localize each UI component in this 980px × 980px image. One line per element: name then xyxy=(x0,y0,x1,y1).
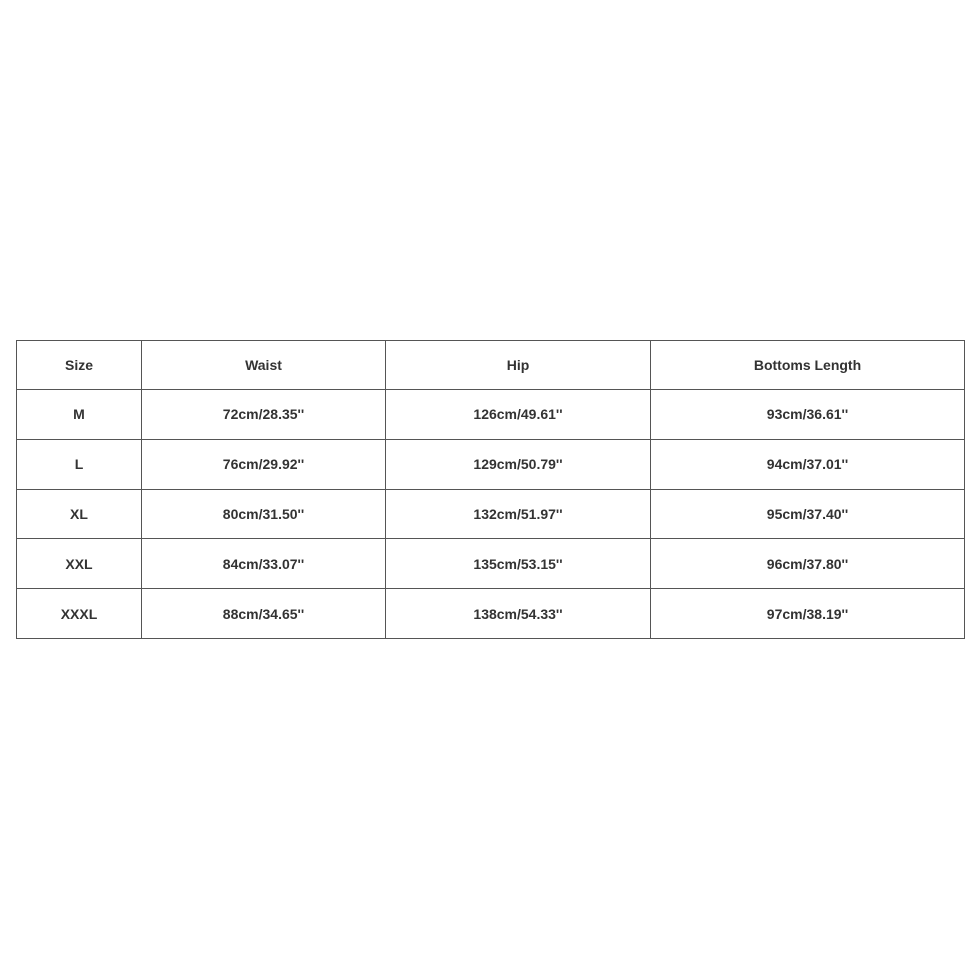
cell-bottoms-length: 93cm/36.61'' xyxy=(651,390,965,440)
cell-size: L xyxy=(17,439,142,489)
cell-waist: 80cm/31.50'' xyxy=(142,489,386,539)
cell-waist: 72cm/28.35'' xyxy=(142,390,386,440)
cell-size: XXL xyxy=(17,539,142,589)
cell-waist: 88cm/34.65'' xyxy=(142,589,386,639)
cell-hip: 132cm/51.97'' xyxy=(386,489,651,539)
table-row xyxy=(17,589,965,639)
header-hip: Hip xyxy=(386,341,651,390)
cell-hip: 129cm/50.79'' xyxy=(386,439,651,489)
cell-bottoms-length: 95cm/37.40'' xyxy=(651,489,965,539)
cell-bottoms-length: 97cm/38.19'' xyxy=(651,589,965,639)
cell-size: XXXL xyxy=(17,589,142,639)
cell-waist: 84cm/33.07'' xyxy=(142,539,386,589)
cell-size: XL xyxy=(17,489,142,539)
cell-hip: 135cm/53.15'' xyxy=(386,539,651,589)
cell-bottoms-length: 96cm/37.80'' xyxy=(651,539,965,589)
table-header-row xyxy=(17,341,965,390)
table-row xyxy=(17,489,965,539)
table-row xyxy=(17,439,965,489)
cell-hip: 138cm/54.33'' xyxy=(386,589,651,639)
table-row xyxy=(17,390,965,440)
header-bottoms-length: Bottoms Length xyxy=(651,341,965,390)
header-size: Size xyxy=(17,341,142,390)
cell-bottoms-length: 94cm/37.01'' xyxy=(651,439,965,489)
header-waist: Waist xyxy=(142,341,386,390)
cell-hip: 126cm/49.61'' xyxy=(386,390,651,440)
size-chart-table xyxy=(16,340,965,639)
cell-size: M xyxy=(17,390,142,440)
table-row xyxy=(17,539,965,589)
cell-waist: 76cm/29.92'' xyxy=(142,439,386,489)
